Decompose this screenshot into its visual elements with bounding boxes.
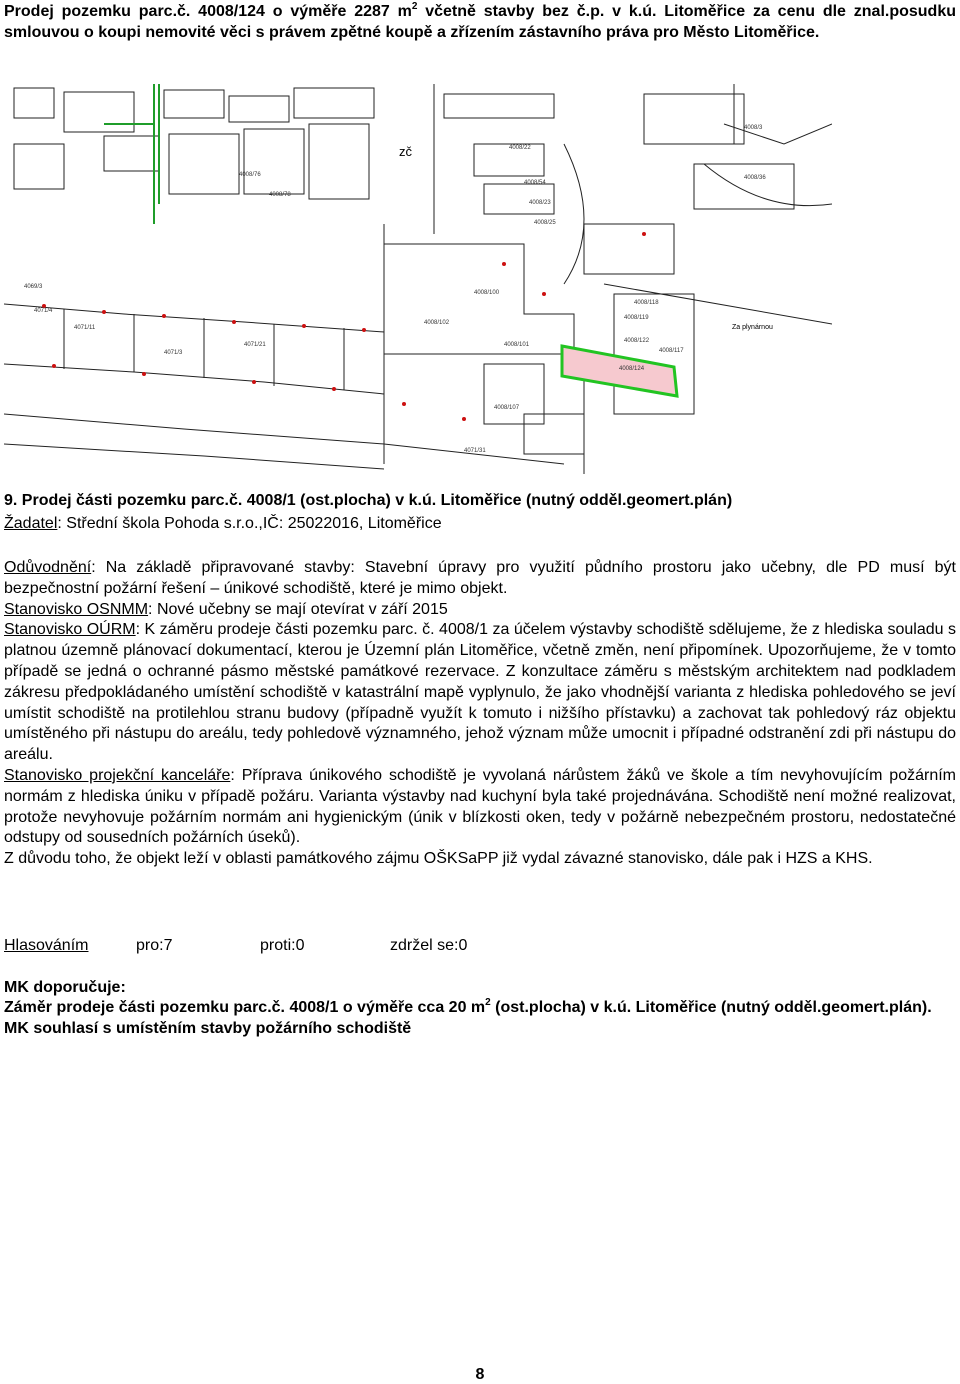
- map-label: 4008/36: [744, 175, 766, 181]
- zadatel-text: : Střední škola Pohoda s.r.o.,IČ: 25022016, Litoměřice: [57, 515, 442, 532]
- map-label: 4071/21: [244, 342, 266, 348]
- duvod-paragraph: Z důvodu toho, že objekt leží v oblasti památkového zájmu OŠKSaPP již vydal závazné stanovisko, dále pak i HZS a KHS.: [4, 850, 873, 868]
- intro-paragraph: [4, 2, 956, 44]
- map-label: 4008/76: [239, 172, 261, 178]
- intro-superscript: 2: [411, 1, 418, 12]
- vote-pro: pro:7: [136, 937, 173, 954]
- intro-text-a: Prodej pozemku parc.č. 4008/124 o výměře 2287 m: [4, 3, 412, 20]
- map-label: 4008/22: [509, 145, 531, 151]
- map-label: zč: [399, 144, 412, 159]
- recommend-superscript: 2: [485, 997, 491, 1008]
- map-label: 4008/78: [269, 192, 291, 198]
- map-label: 4008/102: [424, 320, 450, 326]
- projekcni-text: : Příprava únikového schodiště je vyvolaná nárůstem žáků ve škole a tím nevyhovujícím požárním normám z hlediska úniku v případě požáru. Varianta výstavby nad kuchyní byla také projednávána. Schodiště není možné realizovat, protože nevyhovuje požárním normám ani hygienickým (únik v blízkosti oken, tedy v požárně nebezpečném prostoru, nedostatečné odstupy od sousedních požárních úseků).: [4, 766, 956, 847]
- oduvodneni-text: : Na základě připravované stavby: Stavební úpravy pro využití půdního prostoru jako učebny, dle PD musí být bezpečnostní požární řešení – únikové schodiště, které je mimo objekt.: [4, 559, 956, 597]
- recommend-text-b: (ost.plocha) v k.ú. Litoměřice (nutný odděl.geomert.plán).: [490, 999, 932, 1016]
- recommend-heading: MK doporučuje:: [4, 979, 126, 996]
- map-label: 4008/101: [504, 342, 530, 348]
- page-number: 8: [475, 1366, 485, 1383]
- item-9-section: [4, 491, 956, 534]
- map-label: 4008/100: [474, 290, 500, 296]
- map-label: 4008/107: [494, 405, 520, 411]
- map-label: 4008/25: [534, 220, 556, 226]
- vote-zdrzel: zdržel se:0: [390, 937, 468, 954]
- ourm-text: : K záměru prodeje části pozemku parc. č. 4008/1 za účelem výstavby schodiště sdělujeme, že z hlediska souladu s platnou územně plánovací dokumentací, kterou je Územní plán Litoměřice, včetně změn, není připomínek. Upozorňujeme, že v tomto případě se jedná o ochranné pásmo městské památkové rezervace. Z konzultace záměru s městským architektem nad podkladem zákresu předpokládaného umístění schodiště v katastrální mapě vyplynulo, že jako vhodnější varianta z hlediska pohledového se jeví umístit schodiště na protilehlou stranu budovy (případně využít k tomuto i nižšího přístavku) a zachovat tak pohledový ráz objektu umístěného při nástupu do areálu, tedy pohledově významného, jehož význam může umocnit i případné odstranění zdi při nástupu do areálu.: [4, 621, 957, 764]
- zadatel-label: Žadatel: [4, 515, 58, 532]
- map-label: 4008/3: [744, 125, 763, 131]
- projekcni-paragraph: [4, 766, 956, 849]
- map-label: 4071/4: [34, 308, 53, 314]
- recommend-text: [4, 998, 956, 1019]
- map-label: Za plynárnou: [732, 324, 773, 331]
- vote-line: [4, 937, 956, 955]
- map-label: 4008/119: [624, 315, 649, 321]
- recommend-souhlas: MK souhlasí s umístěním stavby požárního schodiště: [4, 1019, 412, 1037]
- osnmm-paragraph: [4, 600, 956, 621]
- map-label: 4008/23: [529, 200, 551, 206]
- oduvodneni-label: Odůvodnění: [4, 559, 92, 576]
- map-label: 4008/124: [619, 366, 645, 372]
- vote-label: Hlasováním: [4, 937, 89, 954]
- oduvodneni-paragraph: [4, 558, 956, 600]
- map-label: 4008/117: [659, 348, 684, 354]
- recommend-text-a: Záměr prodeje části pozemku parc.č. 4008/1 o výměře cca 20 m: [4, 999, 486, 1016]
- item-9-title: 9. Prodej části pozemku parc.č. 4008/1 (ost.plocha) v k.ú. Litoměřice (nutný odděl.geomert.plán): [4, 492, 733, 509]
- item-9-body: [4, 558, 956, 870]
- map-label: 4071/11: [74, 325, 96, 331]
- map-label: 4008/122: [624, 338, 650, 344]
- projekcni-label: Stanovisko projekční kanceláře: [4, 766, 231, 784]
- vote-proti: proti:0: [260, 937, 305, 954]
- intro-text-b: včetně stavby bez č.p. v k.ú. Litoměřice za cenu dle znal.posudku smlouvou o koupi nemovité věci s právem zpětné koupě a zřízením zástavního práva pro Město Litoměřice.: [4, 3, 957, 41]
- recommendation-section: [4, 978, 956, 1039]
- cadastral-map: [4, 84, 832, 474]
- map-label: 4008/118: [634, 300, 659, 306]
- ourm-label: Stanovisko OÚRM: [4, 621, 136, 639]
- map-label: 4071/3: [164, 350, 183, 356]
- map-label: 4071/31: [464, 448, 486, 454]
- osnmm-text: : Nové učebny se mají otevírat v září 2015: [148, 600, 448, 618]
- zadatel-line: [4, 514, 956, 534]
- map-label: 4069/3: [24, 284, 43, 290]
- osnmm-label: Stanovisko OSNMM: [4, 600, 149, 618]
- ourm-paragraph: [4, 620, 956, 766]
- map-label: 4008/54: [524, 180, 546, 186]
